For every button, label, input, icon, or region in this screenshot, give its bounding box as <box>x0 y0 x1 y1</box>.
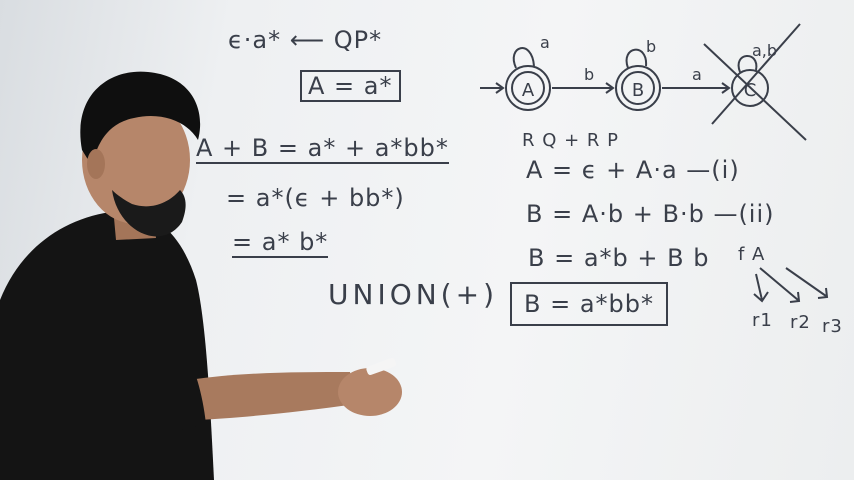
fa-branch-r3: r3 <box>822 316 843 337</box>
equation-a-boxed: A = a* <box>300 70 401 102</box>
equation-b-boxed: B = a*bb* <box>510 282 668 326</box>
fa-label: f A <box>738 244 766 265</box>
state-a-label: A <box>521 80 535 101</box>
presenter-forearm <box>190 372 356 420</box>
equation-factor: = a*(ϵ + bb*) <box>226 184 405 212</box>
fa-branch-r1: r1 <box>752 310 773 331</box>
edge-a-b-label: b <box>584 65 595 84</box>
edge-b-c-label: a <box>692 65 702 84</box>
rqrp-label: R Q + R P <box>522 130 620 151</box>
presenter-hand <box>338 368 402 416</box>
fa-branch-r2: r2 <box>790 312 811 333</box>
union-label: UNION(+) <box>328 278 498 311</box>
loop-a-label: a <box>540 33 550 52</box>
presenter-ear <box>87 149 105 179</box>
equation-substituted: B = a*b + B b <box>528 244 710 272</box>
state-b-label: B <box>631 80 645 101</box>
equation-ii: B = A·b + B·b —(ii) <box>526 200 775 228</box>
equation-result: = a* b* <box>232 228 329 256</box>
equation-top: ϵ·a* ⟵ QP* <box>228 26 383 54</box>
equation-sum: A + B = a* + a*bb* <box>196 134 449 162</box>
state-c-label: C <box>743 80 757 101</box>
loop-c-label: a,b <box>752 41 778 60</box>
loop-b-label: b <box>646 37 657 56</box>
equation-i: A = ϵ + A·a —(i) <box>526 156 740 184</box>
